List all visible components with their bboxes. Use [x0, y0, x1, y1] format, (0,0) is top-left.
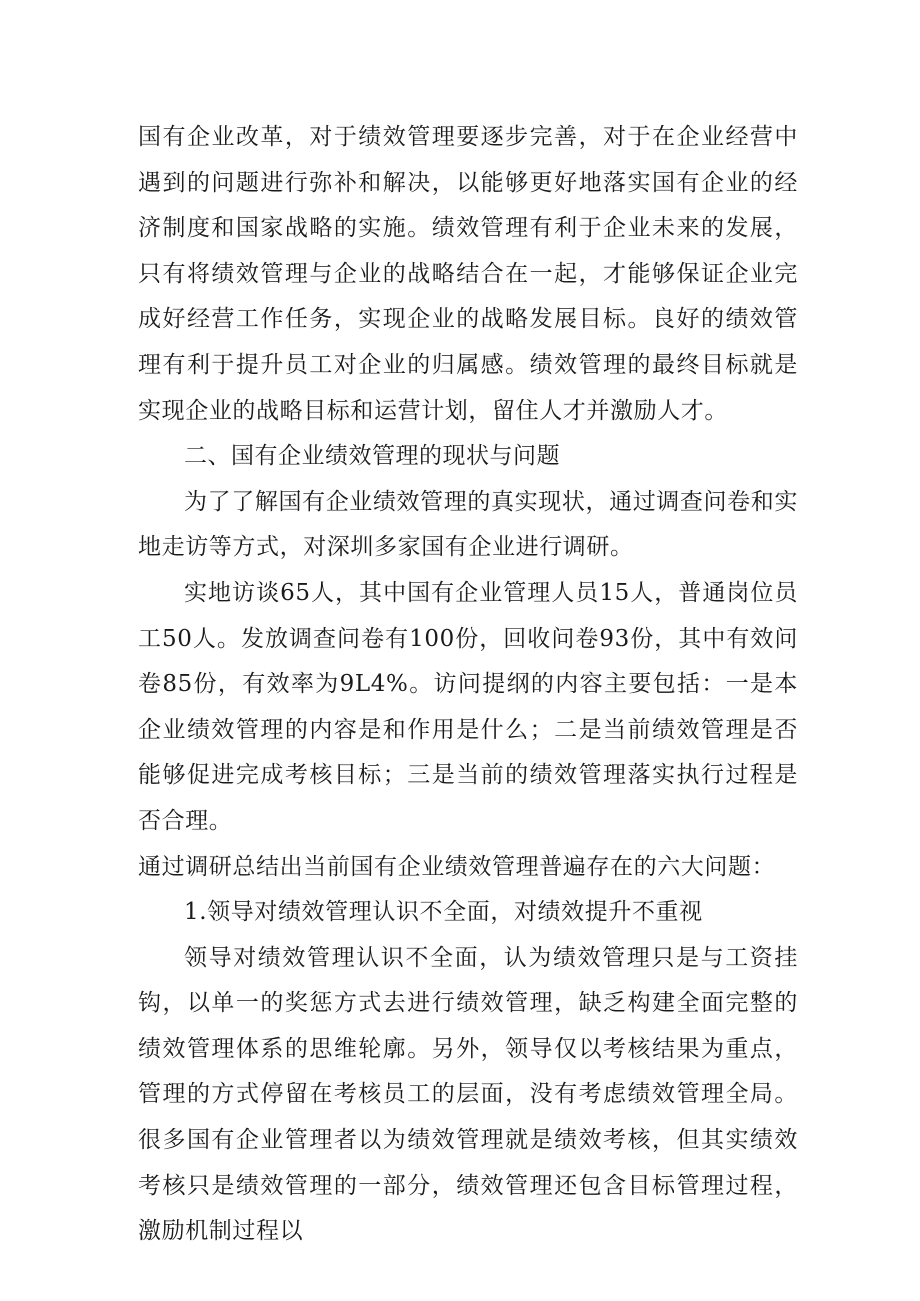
section-heading: 二、国有企业绩效管理的现状与问题 — [184, 443, 560, 470]
paragraph-survey-intro: 为了了解国有企业绩效管理的真实现状，通过调查问卷和实地走访等方式，对深圳多家国有企业进行调研。 — [138, 488, 798, 561]
paragraph-issue-1: 领导对绩效管理认识不全面，认为绩效管理只是与工资挂钩，以单一的奖惩方式去进行绩效管理，缺乏构建全面完整的绩效管理体系的思维轮廓。另外，领导仅以考核结果为重点，管理的方式停留在考核员工的层面，没有考虑绩效管理全局。很多国有企业管理者以为绩效管理就是绩效考核，但其实绩效考核只是绩效管理的一部分，绩效管理还包含目标管理过程，激励机制过程以 — [138, 944, 798, 1245]
paragraph-summary: 通过调研总结出当前国有企业绩效管理普遍存在的六大问题： — [138, 853, 776, 880]
subheading-issue-1: 1.领导对绩效管理认识不全面，对绩效提升不重视 — [184, 899, 703, 926]
paragraph-continued: 国有企业改革，对于绩效管理要逐步完善，对于在企业经营中遇到的问题进行弥补和解决，以能够更好地落实国有企业的经济制度和国家战略的实施。绩效管理有利于企业未来的发展，只有将绩效管理与企业的战略结合在一起，才能够保证企业完成好经营工作任务，实现企业的战略发展目标。良好的绩效管理有利于提升员工对企业的归属感。绩效管理的最终目标就是实现企业的战略目标和运营计划，留住人才并激励人才。 — [138, 124, 798, 424]
paragraph-survey-detail: 实地访谈65人，其中国有企业管理人员15人，普通岗位员工50人。发放调查问卷有100份，回收问卷93份，其中有效问卷85份，有效率为9L4%。访问提纲的内容主要包括：一是本企业绩效管理的内容是和作用是什么；二是当前绩效管理是否能够促进完成考核目标；三是当前的绩效管理落实执行过程是否合理。 — [138, 579, 798, 834]
document-body — [138, 115, 798, 1255]
